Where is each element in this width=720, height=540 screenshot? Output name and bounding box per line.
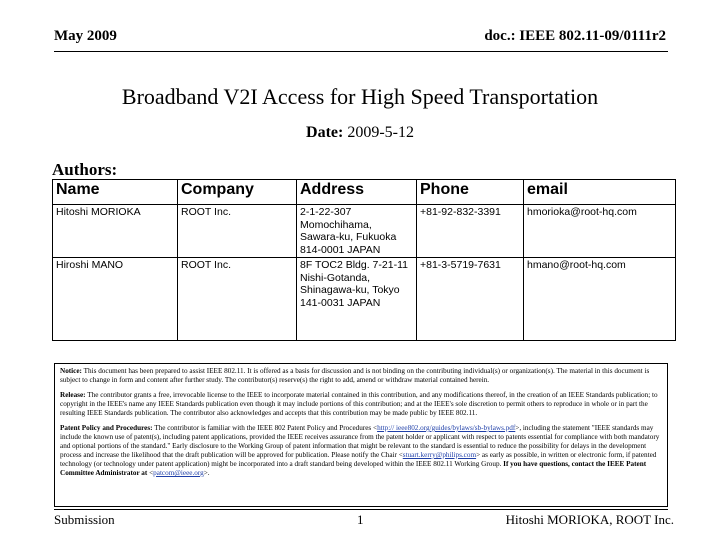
col-header-email: email [524, 180, 676, 205]
authors-table [52, 179, 676, 341]
document-title: Broadband V2I Access for High Speed Transportation [121, 84, 599, 109]
patent-policy-link[interactable]: http:// ieee802.org/guides/bylaws/sb-bylaws.pdf [377, 424, 516, 432]
col-header-name: Name [53, 180, 178, 205]
patent-label: Patent Policy and Procedures: [60, 424, 153, 432]
author-address: 8F TOC2 Bldg. 7-21-11 Nishi-Gotanda, Shinagawa-ku, Tokyo 141-0031 JAPAN [297, 258, 417, 341]
release-paragraph [60, 391, 662, 418]
author-email: hmano@root-hq.com [524, 258, 676, 341]
col-header-address: Address [297, 180, 417, 205]
header-divider [54, 51, 668, 52]
authors-table-header [53, 180, 676, 205]
notice-box [54, 363, 668, 507]
date-value: 2009-5-12 [347, 124, 414, 141]
date-line [0, 124, 720, 142]
author-phone: +81-3-5719-7631 [417, 258, 524, 341]
footer-page-number: 1 [357, 512, 364, 527]
notice-label: Notice: [60, 367, 82, 375]
release-label: Release: [60, 391, 86, 399]
table-row [53, 205, 676, 258]
author-company: ROOT Inc. [178, 205, 297, 258]
release-text: The contributor grants a free, irrevocable license to the IEEE to incorporate material contained in this contribution, and any modifications thereof, in the creation of an IEEE Standards publication; to copyright in the IEEE's name any IEEE Standards publication even though it may include portions of this contribution; and at the IEEE's sole discretion to permit others to reproduce in whole or in part the resulting IEEE Standards publication. The contributor also acknowledges and accepts that this contribution may be made public by IEEE 802.11. [60, 391, 658, 417]
author-name: Hiroshi MANO [53, 258, 178, 341]
author-company: ROOT Inc. [178, 258, 297, 341]
patent-text-2: >, including the statement "IEEE standards may include the known use of patent(s), including patent applications, provided the IEEE receives assurance from the patent holder or applicant with respect to patents essential for compliance with both mandatory and optional portions of the standard." Early disclosure to the Working Group of patent information that might be relevant to the standard is essential to reduce the possibility for delays in the development process and increase the likelihood that the draft publication will be approved for publication. Please notify the Chair < [60, 424, 660, 459]
footer-divider [54, 509, 668, 510]
patent-text-1: The contributor is familiar with the IEEE 802 Patent Policy and Procedures < [154, 424, 378, 432]
patcom-email-link[interactable]: patcom@ieee.org [153, 469, 204, 477]
patent-questions-text: If you have questions, contact the IEEE Patent Committee Administrator at [60, 460, 647, 477]
col-header-phone: Phone [417, 180, 524, 205]
author-email: hmorioka@root-hq.com [524, 205, 676, 258]
chair-email-link[interactable]: stuart.kerry@philips.com [402, 451, 477, 459]
footer-submission: Submission [54, 512, 115, 527]
patent-text-5: >. [203, 469, 210, 477]
table-row [53, 258, 676, 341]
notice-paragraph [60, 367, 662, 385]
author-address: 2-1-22-307 Momochihama, Sawara-ku, Fukuoka 814-0001 JAPAN [297, 205, 417, 258]
patent-paragraph [60, 424, 662, 478]
header-doc-id: doc.: IEEE 802.11-09/0111r2 [484, 28, 666, 44]
footer-author: Hitoshi MORIOKA, ROOT Inc. [505, 512, 674, 527]
col-header-company: Company [178, 180, 297, 205]
notice-text: This document has been prepared to assist IEEE 802.11. It is offered as a basis for discussion and is not binding on the contributing individual(s) or organization(s). The material in this document is subject to change in form and content after further study. The contributor(s) reserve(s) the right to add, amend or withdraw material contained herein. [60, 367, 650, 384]
author-phone: +81-92-832-3391 [417, 205, 524, 258]
authors-label: Authors: [52, 160, 118, 179]
patent-text-3: > as early as possible, in written or electronic form, if patented technology (or technology under patent application) might be incorporated into a draft standard being developed within the IEEE 802.11 Working Group. [60, 451, 657, 468]
header-date: May 2009 [54, 28, 117, 44]
author-name: Hitoshi MORIOKA [53, 205, 178, 258]
patent-text-4: < [147, 469, 154, 477]
date-label: Date: [306, 124, 344, 141]
